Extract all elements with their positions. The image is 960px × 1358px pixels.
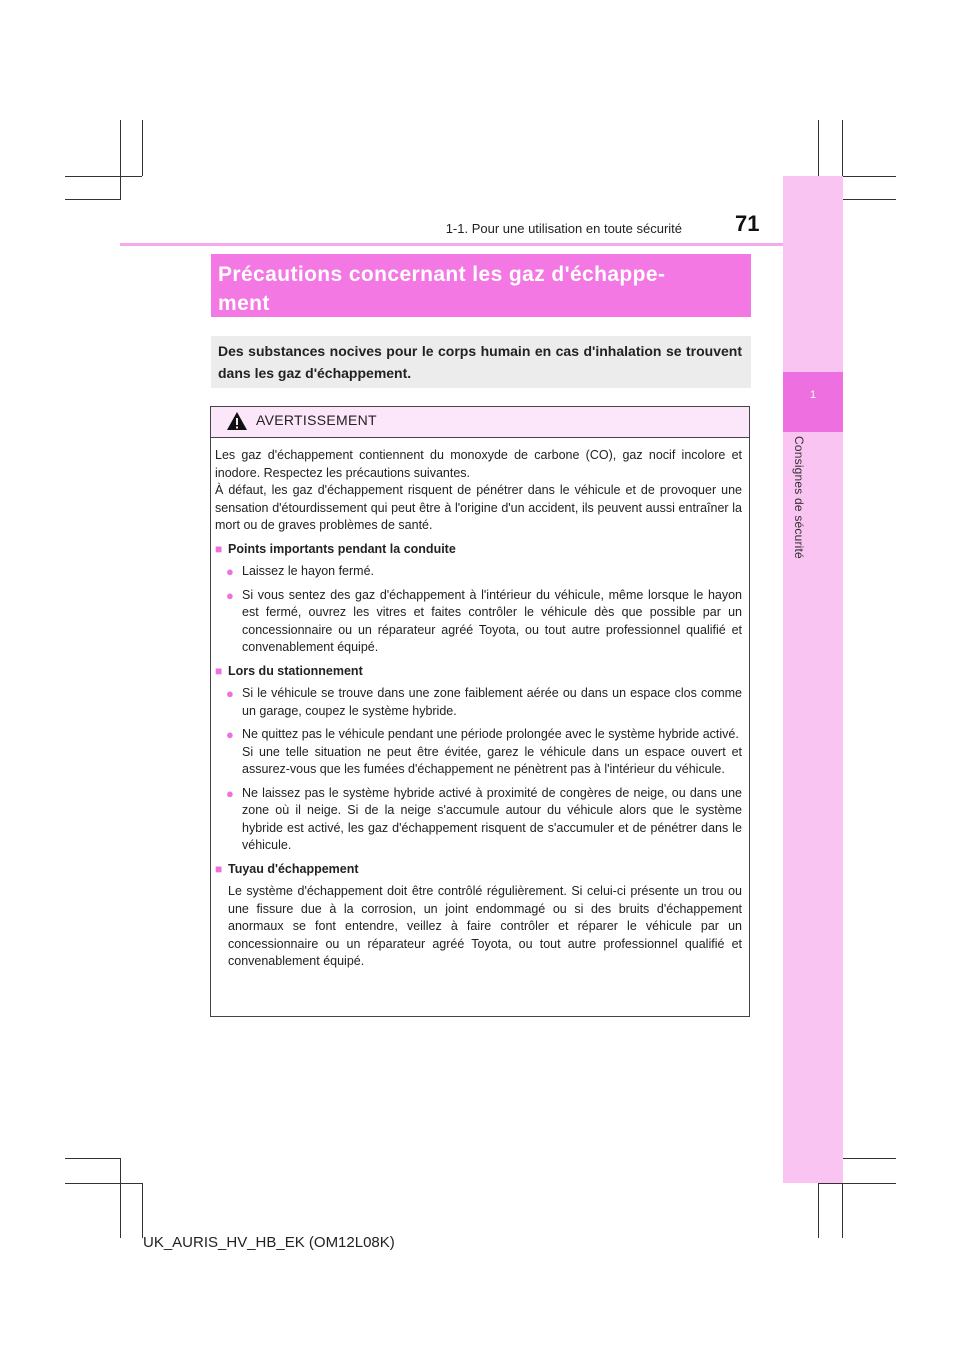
list-item — [215, 685, 742, 720]
circle-bullet-icon: ● — [226, 686, 234, 701]
list-item-text — [242, 726, 742, 779]
page-number: 71 — [735, 211, 760, 236]
crop-mark — [142, 1183, 143, 1238]
warning-triangle-icon — [226, 411, 248, 431]
list-item-text-part: Ne quittez pas le véhicule pendant une période prolongée avec le système hybride activé. — [242, 727, 739, 741]
section-title: 1-1. Pour une utilisation en toute sécurité — [445, 221, 682, 236]
circle-bullet-icon: ● — [226, 785, 234, 801]
section-heading — [215, 541, 742, 559]
list-item-text-part: Si une telle situation ne peut être évitée, garez le véhicule dans un espace ouvert et assurez-vous que les fumées d'échappement ne pénètrent pas à l'intérieur du véhicule. — [242, 744, 742, 776]
list-item — [215, 785, 742, 855]
section-heading-label: Tuyau d'échappement — [228, 861, 359, 876]
circle-bullet-icon: ● — [226, 587, 234, 603]
square-bullet-icon: ■ — [215, 663, 223, 678]
crop-mark — [120, 1158, 121, 1238]
page-title-line1: Précautions concernant les gaz d'échappe- — [218, 263, 666, 286]
crop-mark — [120, 120, 121, 200]
crop-mark — [142, 120, 143, 176]
crop-mark — [65, 199, 120, 200]
section-heading — [215, 663, 742, 681]
list-item — [215, 726, 742, 779]
crop-mark — [65, 176, 142, 177]
crop-mark — [818, 1183, 896, 1184]
side-tab-label: Consignes de sécurité — [792, 436, 806, 559]
square-bullet-icon: ■ — [215, 861, 223, 876]
page-title-line2: ment — [218, 292, 270, 315]
warning-body — [215, 447, 742, 971]
section-text: Le système d'échappement doit être contrôlé régulièrement. Si celui-ci présente un trou ou une fissure due à la corrosion, un joint endommagé ou si des bruits d'échappement anormaux se font entendre, veillez à faire contrôler et réparer le véhicule par un concessionnaire ou un réparateur agréé Toyota, ou tout autre professionnel qualifié et convenablement équipé. — [228, 884, 742, 968]
warning-paragraph: Les gaz d'échappement contiennent du monoxyde de carbone (CO), gaz nocif incolore et inodore. Respectez les précautions suivantes. — [215, 448, 742, 480]
list-item — [215, 587, 742, 657]
warning-title: AVERTISSEMENT — [256, 412, 377, 428]
crop-mark — [65, 1158, 120, 1159]
page-title — [218, 260, 738, 318]
section-heading — [215, 861, 742, 879]
intro-text: Des substances nocives pour le corps humain en cas d'inhalation se trouvent dans les gaz d'échappement. — [218, 343, 742, 381]
square-bullet-icon: ■ — [215, 541, 223, 556]
crop-mark — [818, 1183, 819, 1238]
crop-mark — [842, 1158, 896, 1159]
list-item-text: Laissez le hayon fermé. — [242, 564, 375, 578]
header-rule — [120, 243, 842, 246]
list-item-text: Ne laissez pas le système hybride activé à proximité de congères de neige, ou dans une zone où il neige. Si de la neige s'accumule autour du véhicule alors que le système hybride est activé, les gaz d'échappement risquent de s'accumuler et de pénétrer dans le véhicule. — [242, 785, 742, 852]
crop-mark — [842, 120, 843, 176]
warning-paragraph: À défaut, les gaz d'échappement risquent de pénétrer dans le véhicule et de provoquer une sensation d'étourdissement qui peut être à l'origine d'un accident, ils peuvent aussi entraîner la mort ou de graves problèmes de santé. — [215, 483, 742, 532]
circle-bullet-icon: ● — [226, 727, 234, 742]
list-item — [215, 563, 742, 581]
footer-doc-code: UK_AURIS_HV_HB_EK (OM12L08K) — [143, 1234, 395, 1251]
side-tab — [783, 176, 843, 1183]
crop-mark — [842, 176, 896, 177]
section-heading-label: Lors du stationnement — [228, 663, 363, 678]
section-heading-label: Points importants pendant la conduite — [228, 541, 456, 556]
list-item-text: Si le véhicule se trouve dans une zone faiblement aérée ou dans un espace clos comme un garage, coupez le système hybride. — [242, 686, 742, 718]
circle-bullet-icon: ● — [226, 564, 234, 579]
list-item-text: Si vous sentez des gaz d'échappement à l'intérieur du véhicule, même lorsque le hayon est fermé, ouvrez les vitres et faites contrôler le véhicule dès que possible par un concessionnaire ou un réparateur agréé Toyota, ou tout autre professionnel qualifié et convenablement équipé. — [242, 587, 742, 654]
side-tab-number: 1 — [783, 372, 843, 432]
crop-mark — [65, 1183, 142, 1184]
